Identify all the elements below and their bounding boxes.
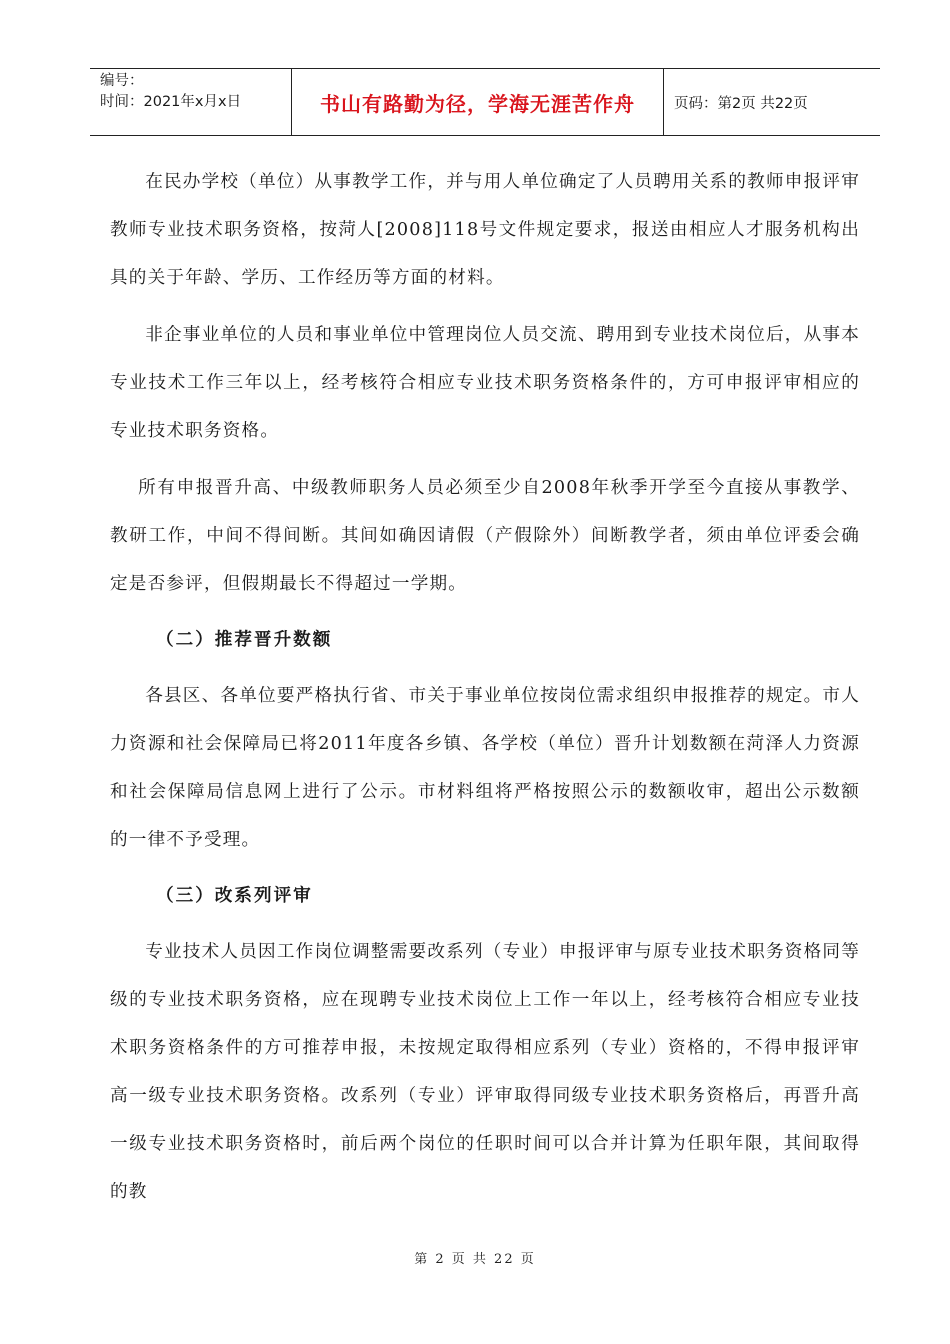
header-meta <box>90 69 292 135</box>
paragraph-quota: 各县区、各单位要严格执行省、市关于事业单位按岗位需求组织申报推荐的规定。市人力资源和社会保障局已将2011年度各乡镇、各学校（单位）晋升计划数额在菏泽人力资源和社会保障局信息网上进行了公示。市材料组将严格按照公示的数额收审，超出公示数额的一律不予受理。 <box>110 686 860 850</box>
paragraph-teaching-continuity: 所有申报晋升高、中级教师职务人员必须至少自2008年秋季开学至今直接从事教学、教研工作，中间不得间断。其间如确因请假（产假除外）间断教学者，须由单位评委会确定是否参评，但假期最长不得超过一学期。 <box>110 478 860 594</box>
section-heading-series-change: （三）改系列评审 <box>156 886 313 906</box>
paragraph-private-school: 在民办学校（单位）从事教学工作，并与用人单位确定了人员聘用关系的教师申报评审教师专业技术职务资格，按菏人[2008]118号文件规定要求，报送由相应人才服务机构出具的关于年龄、学历、工作经历等方面的材料。 <box>110 172 860 288</box>
code-label: 编号： <box>100 73 144 89</box>
document-header <box>90 68 880 136</box>
time-label: 时间：2021年x月x日 <box>100 94 242 110</box>
paragraph-series-change: 专业技术人员因工作岗位调整需要改系列（专业）申报评审与原专业技术职务资格同等级的专业技术职务资格，应在现聘专业技术岗位上工作一年以上，经考核符合相应专业技术职务资格条件的方可推荐申报，未按规定取得相应系列（专业）资格的，不得申报评审高一级专业技术职务资格。改系列（专业）评审取得同级专业技术职务资格后，再晋升高一级专业技术职务资格时，前后两个岗位的任职时间可以合并计算为任职年限，其间取得的教 <box>110 942 860 1202</box>
page-footer: 第 2 页 共 22 页 <box>414 1252 536 1267</box>
header-page-info: 页码：第2页 共22页 <box>674 95 808 112</box>
header-motto: 书山有路勤为径，学海无涯苦作舟 <box>292 69 664 135</box>
section-heading-quota: （二）推荐晋升数额 <box>156 630 333 650</box>
document-body <box>110 158 860 1225</box>
paragraph-staff-transfer: 非企事业单位的人员和事业单位中管理岗位人员交流、聘用到专业技术岗位后，从事本专业技术工作三年以上，经考核符合相应专业技术职务资格条件的，方可申报评审相应的专业技术职务资格。 <box>110 325 860 441</box>
